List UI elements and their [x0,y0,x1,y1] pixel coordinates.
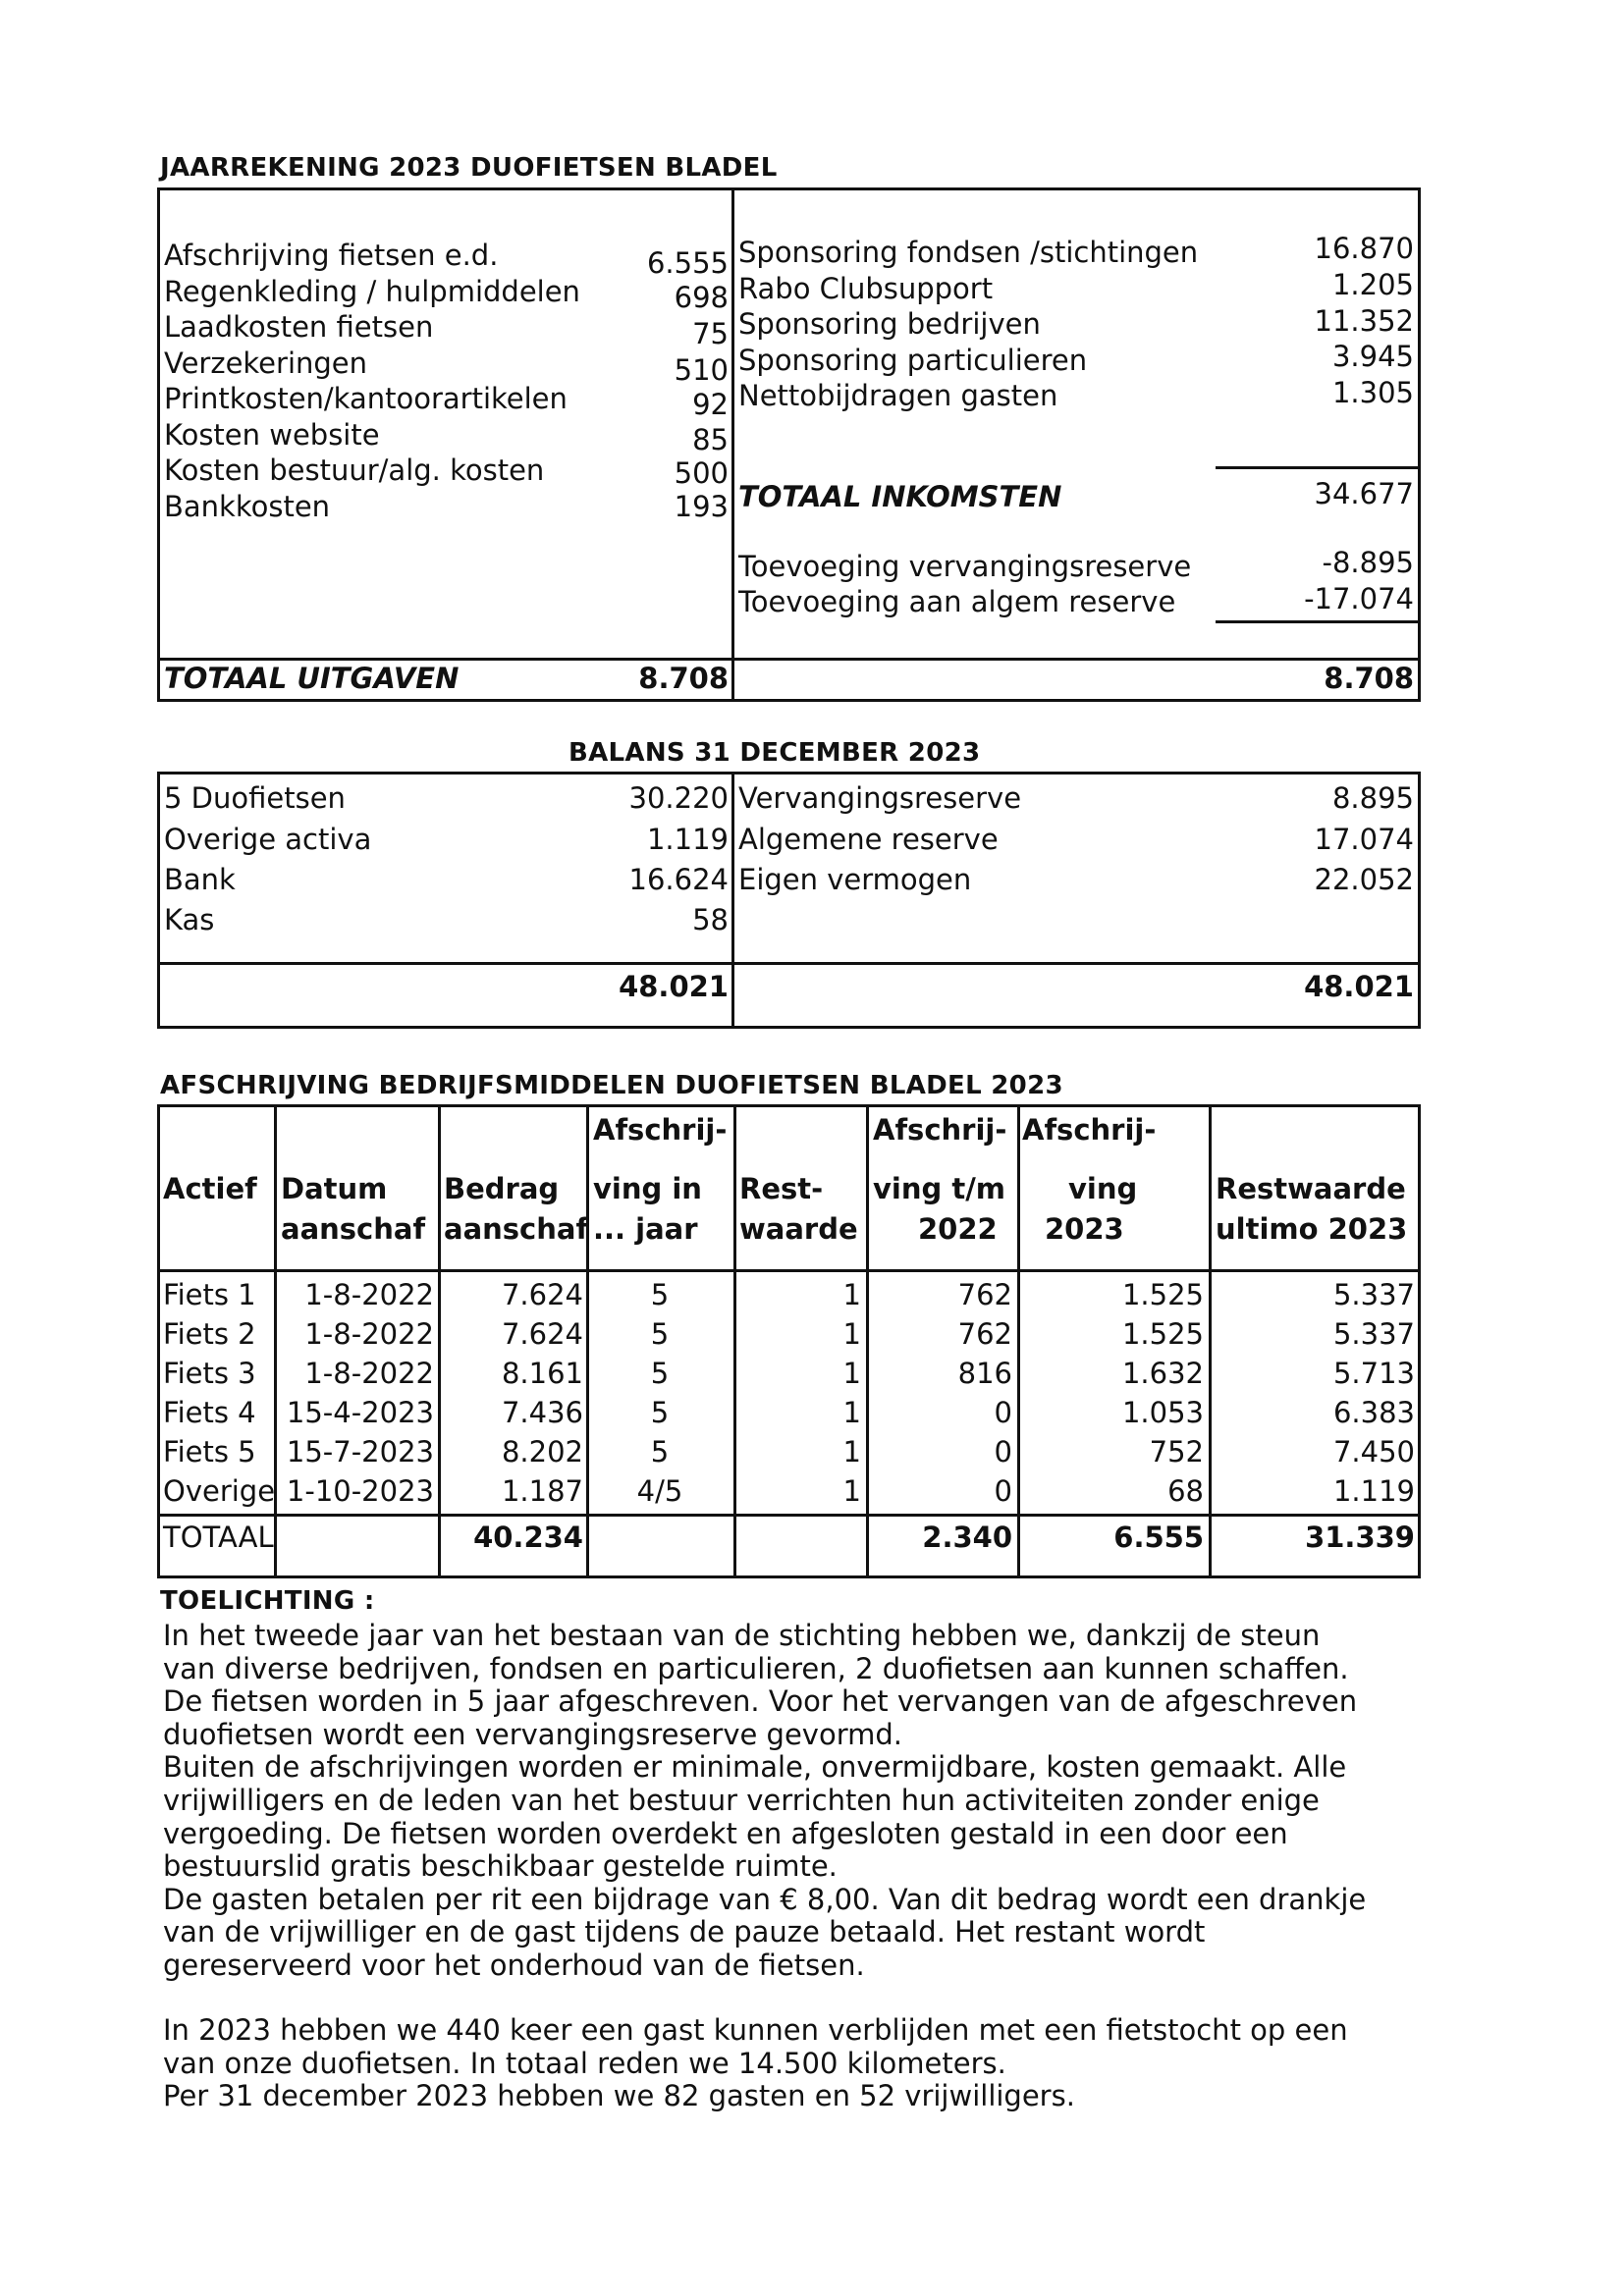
cell-bedrag: 8.202 [501,1435,583,1468]
cell-2023: 1.525 [1121,1317,1204,1351]
cell-jaar: 4/5 [636,1474,683,1508]
cell-rest: 1 [842,1357,861,1390]
inkomsten-label: Sponsoring particulieren [738,344,1088,377]
uitgaven-label: Verzekeringen [164,347,368,380]
header-2023: ving [1068,1172,1138,1205]
cell-ultimo: 5.337 [1332,1317,1415,1351]
passiva-value: 17.074 [1314,823,1414,856]
cell-bedrag: 40.234 [473,1521,583,1554]
cell-datum: 1-8-2022 [304,1317,434,1351]
totaal-passiva: 48.021 [1304,970,1414,1003]
uitgaven-label: Laadkosten fietsen [164,310,434,344]
cell-ultimo: 31.339 [1305,1521,1415,1554]
uitgaven-value: 92 [692,388,729,421]
cell-2023: 1.525 [1121,1278,1204,1311]
header-afschr-jaar: Afschrij- [593,1113,728,1147]
cell-datum: 1-8-2022 [304,1357,434,1390]
cell-tm2022: 0 [994,1435,1012,1468]
header-bedrag: Bedrag [444,1172,560,1205]
uitgaven-label: Afschrijving fietsen e.d. [164,239,499,272]
total-divider [157,962,1421,965]
cell-bedrag: 8.161 [501,1357,583,1390]
header-datum: aanschaf [281,1212,426,1246]
passiva-label: Eigen vermogen [738,863,972,896]
totaal-rechts-value: 8.708 [1324,662,1414,695]
cell-tm2022: 0 [994,1396,1012,1429]
paragraph-line: Per 31 december 2023 hebben we 82 gasten en 52 vrijwilligers. [163,2079,1075,2113]
passiva-label: Algemene reserve [738,823,999,856]
paragraph-line: gereserveerd voor het onderhoud van de fietsen. [163,1948,865,1982]
activa-value: 58 [692,903,729,936]
afschrijving-title: AFSCHRIJVING BEDRIJFSMIDDELEN DUOFIETSEN BLADEL 2023 [160,1071,1063,1100]
paragraph-line: In 2023 hebben we 440 keer een gast kunnen verblijden met een fietstocht op een [163,2013,1348,2047]
subtotal-line [1216,466,1419,469]
cell-2023: 1.053 [1121,1396,1204,1429]
inkomsten-value: 16.870 [1314,232,1414,265]
balans-title: BALANS 31 DECEMBER 2023 [568,738,981,768]
passiva-value: 8.895 [1331,781,1414,815]
header-ultimo: ultimo 2023 [1216,1212,1408,1246]
uitgaven-value: 193 [674,490,729,523]
cell-rest: 1 [842,1396,861,1429]
total-divider [157,1514,1421,1517]
inkomsten-value: 1.205 [1331,268,1414,301]
toelichting-paragraph [163,1620,1366,1983]
header-rest: waarde [739,1212,858,1246]
activa-value: 30.220 [628,781,729,815]
activa-value: 16.624 [628,863,729,896]
cell-tm2022: 816 [957,1357,1012,1390]
cell-ultimo: 5.337 [1332,1278,1415,1311]
activa-label: 5 Duofietsen [164,781,346,815]
inkomsten-value: 1.305 [1331,376,1414,409]
cell-rest: 1 [842,1278,861,1311]
paragraph-line: In het tweede jaar van het bestaan van de stichting hebben we, dankzij de steun [163,1619,1321,1652]
paragraph-line: vrijwilligers en de leden van het bestuur verrichten hun activiteiten zonder enige [163,1783,1320,1817]
toevoeging-label: Toevoeging aan algem reserve [738,585,1176,618]
paragraph-line: van de vrijwilliger en de gast tijdens de pauze betaald. Het restant wordt [163,1915,1206,1949]
paragraph-line: vergoeding. De fietsen worden overdekt en afgesloten gestald in een door een [163,1816,1288,1850]
toevoeging-label: Toevoeging vervangingsreserve [738,550,1192,583]
header-actief: Actief [163,1172,257,1205]
header-tm2022: 2022 [918,1212,998,1246]
header-rest: Rest- [739,1172,824,1205]
cell-actief: Fiets 4 [163,1396,256,1429]
cell-2023: 752 [1149,1435,1204,1468]
activa-label: Bank [164,863,236,896]
header-2023: 2023 [1045,1212,1124,1246]
cell-2023: 68 [1167,1474,1204,1508]
paragraph-line: van diverse bedrijven, fondsen en particulieren, 2 duofietsen aan kunnen schaffen. [163,1651,1349,1685]
cell-datum: 1-8-2022 [304,1278,434,1311]
cell-ultimo: 1.119 [1332,1474,1415,1508]
cell-actief: Fiets 5 [163,1435,256,1468]
paragraph-line: van onze duofietsen. In totaal reden we 14.500 kilometers. [163,2046,1006,2080]
inkomsten-label: Nettobijdragen gasten [738,379,1058,412]
jaarrekening-title: JAARREKENING 2023 DUOFIETSEN BLADEL [160,153,778,183]
toevoeging-value: -17.074 [1304,582,1414,615]
header-ultimo: Restwaarde [1216,1172,1406,1205]
passiva-label: Vervangingsreserve [738,781,1022,815]
cell-actief: Overige [163,1474,276,1508]
cell-actief: Fiets 3 [163,1357,256,1390]
activa-value: 1.119 [646,823,729,856]
activa-label: Kas [164,903,215,936]
total-divider [157,658,1421,661]
uitgaven-label: Kosten bestuur/alg. kosten [164,454,545,487]
column-divider [731,187,734,702]
cell-bedrag: 7.624 [501,1278,583,1311]
cell-tm2022: 762 [957,1317,1012,1351]
cell-rest: 1 [842,1474,861,1508]
uitgaven-label: Kosten website [164,418,380,452]
uitgaven-value: 698 [674,281,729,314]
cell-jaar: 5 [650,1435,670,1468]
paragraph-line: Buiten de afschrijvingen worden er minimale, onvermijdbare, kosten gemaakt. Alle [163,1750,1347,1785]
cell-jaar: 5 [650,1357,670,1390]
header-tm2022: ving t/m [873,1172,1006,1205]
paragraph-line: De fietsen worden in 5 jaar afgeschreven. Voor het vervangen van de afgeschreven [163,1684,1358,1719]
inkomsten-value: 11.352 [1314,304,1414,338]
inkomsten-label: Sponsoring fondsen /stichtingen [738,236,1199,269]
cell-rest: 1 [842,1435,861,1468]
paragraph-line: bestuurslid gratis beschikbaar gestelde ruimte. [163,1849,838,1884]
cell-actief: TOTAAL [163,1521,274,1554]
cell-datum: 15-4-2023 [286,1396,434,1429]
totaal-inkomsten-value: 34.677 [1314,477,1414,510]
inkomsten-label: Sponsoring bedrijven [738,307,1041,341]
cell-2023: 6.555 [1113,1521,1204,1554]
uitgaven-label: Printkosten/kantoorartikelen [164,382,568,415]
cell-datum: 1-10-2023 [286,1474,434,1508]
cell-bedrag: 7.624 [501,1317,583,1351]
cell-2023: 1.632 [1121,1357,1204,1390]
subtotal-line [1216,620,1419,623]
inkomsten-label: Rabo Clubsupport [738,272,994,305]
toelichting-title: TOELICHTING : [160,1586,375,1616]
cell-actief: Fiets 1 [163,1278,256,1311]
inkomsten-value: 3.945 [1331,340,1414,373]
uitgaven-value: 85 [692,423,729,456]
cell-actief: Fiets 2 [163,1317,256,1351]
cell-bedrag: 1.187 [501,1474,583,1508]
cell-ultimo: 7.450 [1332,1435,1415,1468]
cell-tm2022: 762 [957,1278,1012,1311]
header-bedrag: aanschaf [444,1212,589,1246]
header-divider [157,1269,1421,1272]
uitgaven-value: 6.555 [646,246,729,280]
cell-bedrag: 7.436 [501,1396,583,1429]
toelichting-paragraph [163,2014,1348,2113]
header-datum: Datum [281,1172,388,1205]
totaal-uitgaven-label: TOTAAL UITGAVEN [164,662,460,695]
paragraph-line: duofietsen wordt een vervangingsreserve gevormd. [163,1717,902,1751]
header-afschr-jaar: ving in [593,1172,702,1205]
uitgaven-value: 75 [692,317,729,350]
uitgaven-label: Bankkosten [164,490,331,523]
cell-jaar: 5 [650,1396,670,1429]
totaal-inkomsten-label: TOTAAL INKOMSTEN [738,480,1062,513]
cell-jaar: 5 [650,1317,670,1351]
header-afschr-jaar: ... jaar [593,1212,698,1246]
totaal-uitgaven-value: 8.708 [638,662,729,695]
passiva-value: 22.052 [1314,863,1414,896]
cell-ultimo: 5.713 [1332,1357,1415,1390]
cell-tm2022: 2.340 [922,1521,1012,1554]
paragraph-line: De gasten betalen per rit een bijdrage van € 8,00. Van dit bedrag wordt een drankje [163,1882,1367,1916]
cell-ultimo: 6.383 [1332,1396,1415,1429]
cell-rest: 1 [842,1317,861,1351]
column-divider [731,772,734,1029]
header-tm2022: Afschrij- [873,1113,1007,1147]
uitgaven-value: 510 [674,353,729,387]
header-2023: Afschrij- [1022,1113,1157,1147]
uitgaven-label: Regenkleding / hulpmiddelen [164,275,580,308]
totaal-activa: 48.021 [619,970,729,1003]
cell-tm2022: 0 [994,1474,1012,1508]
cell-datum: 15-7-2023 [286,1435,434,1468]
toevoeging-value: -8.895 [1322,546,1414,579]
activa-label: Overige activa [164,823,372,856]
uitgaven-value: 500 [674,456,729,490]
cell-jaar: 5 [650,1278,670,1311]
